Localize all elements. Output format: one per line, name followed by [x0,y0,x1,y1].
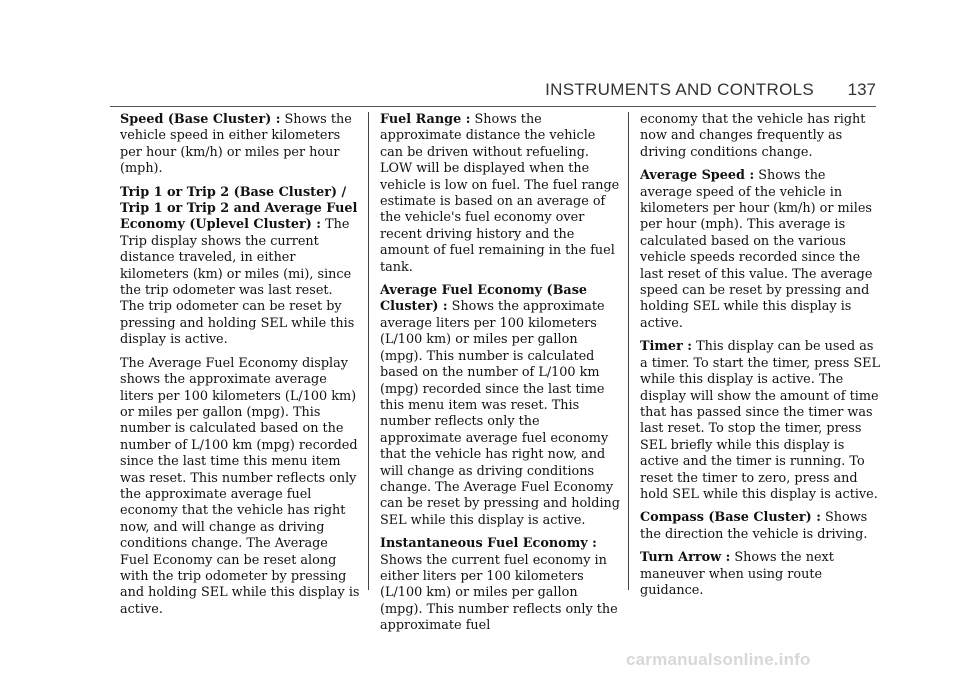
watermark-text: carmanualsonline.info [626,650,811,669]
paragraph-compass [640,510,880,543]
desc-continuation: economy that the vehicle has right now and changes frequently as driving conditions change. [640,112,866,160]
page-number: 137 [847,80,876,99]
term-timer: Timer : [640,339,692,355]
column-divider-1 [368,112,369,590]
desc-average-fuel-economy-display: The Average Fuel Economy display shows the approximate average liters per 100 kilometers (L/100 km) or miles per gallon (mpg). This number is calculated based on the number of L/100 km (mpg) recorded since the last time this menu item was reset. This number reflects only the approximate average fuel economy that the vehicle has right now, and will change as driving conditions change. The Average Fuel Economy can be reset along with the trip odometer by pressing and holding SEL while this display is active. [120,355,360,617]
text-column-3 [640,112,880,606]
paragraph-timer [640,339,880,503]
desc-trip: The Trip display shows the current distance traveled, in either kilometers (km) or miles (mi), since the trip odometer was last reset. The trip odometer can be reset by pressing and holding SEL while this display is active. [120,217,355,348]
desc-timer: This display can be used as a timer. To start the timer, press SEL while this display is active. The display will show the amount of time that has passed since the timer was last reset. To stop the timer, press SEL briefly while this display is active and the timer is running. To reset the timer to zero, press and hold SEL while this display is active. [640,339,880,502]
term-average-fuel-economy-base: Average Fuel Economy (Base Cluster) : [380,283,588,315]
paragraph-turn-arrow [640,550,880,599]
term-instantaneous-fuel-economy: Instantaneous Fuel Economy : [380,536,597,552]
term-trip: Trip 1 or Trip 2 (Base Cluster) / Trip 1 or Trip 2 and Average Fuel Economy (Uplevel Cluster) : [120,184,358,233]
desc-fuel-range: Shows the approximate distance the vehicle can be driven without refueling. LOW will be displayed when the vehicle is low on fuel. The fuel range estimate is based on an average of the vehicle's fuel economy over recent driving history and the amount of fuel remaining in the fuel tank. [380,112,620,275]
text-column-1 [120,112,360,625]
paragraph-continuation [640,112,880,161]
desc-turn-arrow: Shows the next maneuver when using route guidance. [640,550,834,598]
term-turn-arrow: Turn Arrow : [640,550,731,566]
paragraph-trip [120,185,360,349]
desc-speed-base-cluster: Shows the vehicle speed in either kilometers per hour (km/h) or miles per hour (mph). [120,112,352,177]
desc-average-fuel-economy-base: Shows the approximate average liters per 100 kilometers (L/100 km) or miles per gallon (mpg). This number is calculated based on the number of L/100 km (mpg) recorded since the last time this menu item was reset. This number reflects only the approximate average fuel economy that the vehicle has right now, and will change as driving conditions change. The Average Fuel Economy can be reset by pressing and holding SEL while this display is active. [380,299,620,528]
paragraph-instantaneous-fuel-economy [380,536,620,634]
paragraph-fuel-range [380,112,620,276]
column-divider-2 [628,112,629,590]
text-column-2 [380,112,620,642]
paragraph-speed-base-cluster [120,112,360,178]
desc-compass: Shows the direction the vehicle is driving. [640,510,868,542]
term-compass: Compass (Base Cluster) : [640,510,821,526]
paragraph-average-fuel-economy-base [380,283,620,529]
page-header [110,80,876,108]
desc-instantaneous-fuel-economy: Shows the current fuel economy in either liters per 100 kilometers (L/100 km) or miles per gallon (mpg). This number reflects only the approximate fuel [380,552,618,634]
term-fuel-range: Fuel Range : [380,112,471,127]
term-average-speed: Average Speed : [640,168,755,184]
section-title: INSTRUMENTS AND CONTROLS [545,80,814,99]
header-divider [110,106,876,107]
term-speed-base-cluster: Speed (Base Cluster) : [120,112,281,127]
paragraph-average-speed [640,168,880,332]
paragraph-average-fuel-economy-display [120,356,360,619]
desc-average-speed: Shows the average speed of the vehicle in kilometers per hour (km/h) or miles per hour (mph). This average is calculated based on the various vehicle speeds recorded since the last reset of this value. The average speed can be reset by pressing and holding SEL while this display is active. [640,168,873,331]
